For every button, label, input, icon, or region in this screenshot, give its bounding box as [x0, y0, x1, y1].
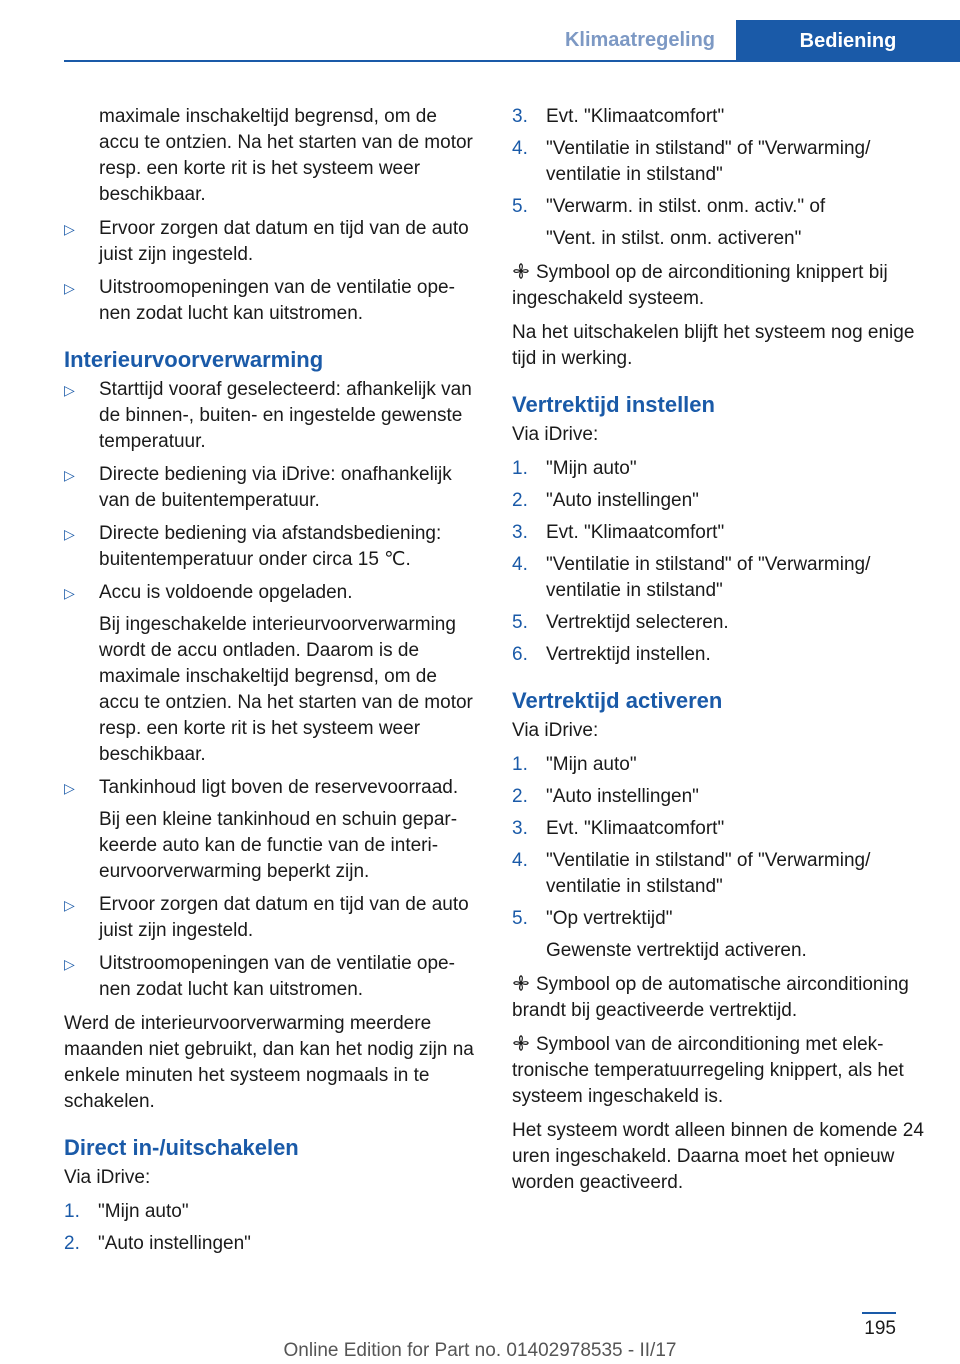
- intro-text: maximale inschakeltijd begrensd, om de accu te ontzien. Na het starten van de motor resp. een korte rit is het systeem weer beschikbaar.: [99, 106, 473, 205]
- fan-icon: [512, 974, 530, 992]
- fan-icon: [512, 1034, 530, 1052]
- list-item-subtext: "Vent. in stilst. onm. activeren": [546, 228, 802, 249]
- triangle-right-icon: ▷: [64, 956, 75, 972]
- list-item: ▷ Accu is voldoende opgeladen. Bij ingeschakelde interieurvoorverwarming wordt de accu ontladen. Daarom is de maximale inschakeltijd begrensd, om de accu te ontzien. Na het starten van de motor resp. een korte rit is het systeem weer beschikbaar.: [64, 580, 478, 768]
- list-item: 2. "Auto instellingen": [64, 1233, 251, 1254]
- note-system-running: Na het uitschakelen blijft het systeem nog enige tijd in werking.: [512, 322, 915, 369]
- list-item: 5. Vertrektijd selecteren.: [512, 612, 729, 633]
- left-column: [64, 104, 478, 1265]
- paragraph-after-list: Werd de interieurvoorverwarming meerdere maanden niet gebruikt, dan kan het nodig zijn na enkele minuten het systeem nogmaals in te schakelen.: [64, 1013, 474, 1112]
- triangle-right-icon: ▷: [64, 382, 75, 398]
- list-item-subtext: Gewenste vertrektijd activeren.: [546, 940, 807, 961]
- triangle-right-icon: ▷: [64, 221, 75, 237]
- list-item: 5. "Op vertrektijd" Gewenste vertrektijd activeren.: [512, 906, 926, 964]
- list-item-subtext: Bij een kleine tankinhoud en schuin geparkeerde auto kan de functie van de interieurvoorverwarming beperkt zijn.: [99, 809, 458, 882]
- direct-steps-list: [64, 1199, 478, 1257]
- list-item: ▷ Ervoor zorgen dat datum en tijd van de auto juist zijn ingesteld.: [64, 894, 469, 941]
- heading-interieurvoorverwarming: Interieurvoorverwarming: [64, 347, 324, 372]
- list-item: ▷ Ervoor zorgen dat datum en tijd van de auto juist zijn ingesteld.: [64, 218, 469, 265]
- list-item: 4. "Ventilatie in stilstand" of "Verwarming/ ventilatie in stilstand": [512, 850, 871, 897]
- heading-direct-in-uitschakelen: Direct in-/uitschakelen: [64, 1135, 299, 1160]
- footer-edition: Online Edition for Part no. 01402978535 - II/17: [283, 1340, 677, 1361]
- list-item: 4. "Ventilatie in stilstand" of "Verwarming/ ventilatie in stilstand": [512, 554, 871, 601]
- list-item-subtext: Bij ingeschakelde interieurvoorverwarming wordt de accu ontladen. Daarom is de maximale inschakeltijd begrensd, om de accu te ontzien. Na het starten van de motor resp. een korte rit is het systeem weer beschikbaar.: [99, 614, 473, 765]
- list-item: ▷ Directe bediening via iDrive: onafhankelijk van de buitentemperatuur.: [64, 464, 452, 511]
- header-section-title: Klimaatregeling: [564, 29, 716, 51]
- triangle-right-icon: ▷: [64, 280, 75, 296]
- list-item: ▷ Uitstroomopeningen van de ventilatie openen zodat lucht kan uitstromen.: [64, 953, 455, 1000]
- list-item: 1. "Mijn auto": [512, 458, 637, 479]
- triangle-right-icon: ▷: [64, 526, 75, 542]
- set-steps-list: [512, 456, 926, 668]
- fan-icon: [512, 262, 530, 280]
- page-number: 195: [864, 1318, 896, 1339]
- footer-rule: [862, 1312, 896, 1314]
- activate-steps-list: [512, 752, 926, 964]
- note-symbol-lit: Symbool op de automatische airconditioning brandt bij geactiveerde vertrektijd.: [512, 974, 909, 1021]
- list-item: 3. Evt. "Klimaatcomfort": [512, 818, 725, 839]
- right-column: [512, 104, 926, 1204]
- list-item: 5. "Verwarm. in stilst. onm. activ." of "Vent. in stilst. onm. activeren": [512, 194, 926, 252]
- list-item: ▷ Tankinhoud ligt boven de reservevoorraad. Bij een kleine tankinhoud en schuin geparkeerde auto kan de functie van de interieurvoorverwarming beperkt zijn.: [64, 775, 478, 885]
- heading-vertrektijd-instellen: Vertrektijd instellen: [512, 392, 715, 417]
- list-item: ▷ Directe bediening via afstandsbediening: buitentemperatuur onder circa 15 ℃.: [64, 523, 442, 570]
- list-item: 1. "Mijn auto": [64, 1201, 189, 1222]
- list-item: ▷ Starttijd vooraf geselecteerd: afhankelijk van de binnen-, buiten- en ingestelde gewenste temperatuur.: [64, 379, 472, 452]
- via-idrive-label: Via iDrive:: [64, 1167, 151, 1188]
- triangle-right-icon: ▷: [64, 780, 75, 796]
- list-item: 1. "Mijn auto": [512, 754, 637, 775]
- header-rule: [64, 60, 960, 62]
- triangle-right-icon: ▷: [64, 897, 75, 913]
- list-item: ▷ Uitstroomopeningen van de ventilatie openen zodat lucht kan uitstromen.: [64, 277, 455, 324]
- interior-bullet-list: [64, 377, 478, 1003]
- note-symbol-blinking-electronic: Symbool van de airconditioning met elektronische temperatuurregeling knippert, als het systeem ingeschakeld is.: [512, 1034, 904, 1107]
- header-tab-bediening: Bediening: [736, 20, 960, 62]
- intro-bullet-list: [64, 216, 478, 327]
- heading-vertrektijd-activeren: Vertrektijd activeren: [512, 688, 723, 713]
- list-item: 2. "Auto instellingen": [512, 490, 699, 511]
- triangle-right-icon: ▷: [64, 467, 75, 483]
- via-idrive-label: Via iDrive:: [512, 720, 599, 741]
- via-idrive-label: Via iDrive:: [512, 424, 599, 445]
- list-item: 6. Vertrektijd instellen.: [512, 644, 711, 665]
- list-item: 3. Evt. "Klimaatcomfort": [512, 522, 725, 543]
- list-item: 2. "Auto instellingen": [512, 786, 699, 807]
- list-item: 3. Evt. "Klimaatcomfort": [512, 106, 725, 127]
- note-blinking-symbol: Symbool op de airconditioning knippert bij ingeschakeld systeem.: [512, 262, 888, 309]
- direct-steps-list-continued: [512, 104, 926, 252]
- note-24-hours: Het systeem wordt alleen binnen de komende 24 uren ingeschakeld. Daarna moet het opnieuw worden geactiveerd.: [512, 1120, 924, 1193]
- triangle-right-icon: ▷: [64, 585, 75, 601]
- list-item: 4. "Ventilatie in stilstand" of "Verwarming/ ventilatie in stilstand": [512, 138, 871, 185]
